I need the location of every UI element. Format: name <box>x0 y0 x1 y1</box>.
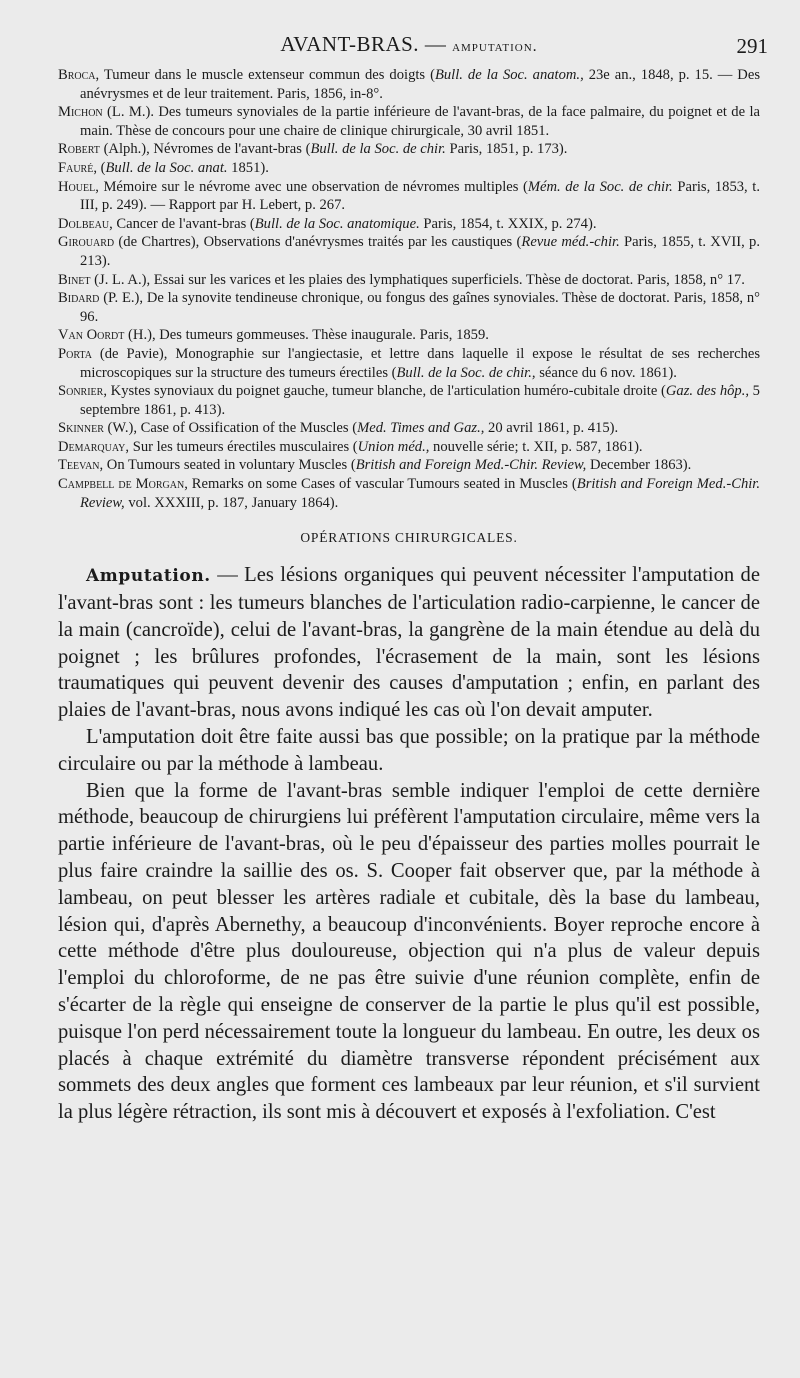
bibliography-source: Bull. de la Soc. anat. <box>105 159 228 176</box>
header-subtitle: amputation. <box>452 38 538 55</box>
bibliography-text: ( <box>97 159 106 176</box>
bibliography-entry <box>58 233 760 270</box>
paragraph-text: L'amputation doit être faite aussi bas que possible; on la pratique par la méthode circulaire ou par la méthode à lambeau. <box>58 726 760 775</box>
bibliography-details: Paris, 1854, t. XXIX, p. 274). <box>419 215 597 232</box>
bibliography-author: Broca, <box>58 67 100 83</box>
paragraph-text: — Les lésions organiques qui peuvent nécessiter l'amputation de l'avant-bras sont : les tumeurs blanches de l'articulation radio-carpienne, le cancer de la main (cancroïde), celui de l'avant-bras, la gangrène de la main étendue au delà du poignet ; les brûlures profondes, l'écrasement de la main, sont les lésions traumatiques qui peuvent devenir des causes d'amputation ; enfin, en parlant des plaies de l'avant-bras, nous avons indiqué les cas où l'on devait amputer. <box>58 564 760 722</box>
bibliography-source: Union méd., <box>357 438 430 455</box>
bibliography-source: Mém. de la Soc. de chir. <box>527 178 673 195</box>
bibliography-entry <box>58 456 760 475</box>
header-separator: — <box>424 32 447 56</box>
bibliography-text: (Alph.), Névromes de l'avant-bras ( <box>99 141 311 158</box>
bibliography-details: Paris, 1855, t. XVII, p. 213). <box>80 234 760 269</box>
bibliography-entry <box>58 419 760 438</box>
bibliography-details: 1851). <box>227 159 269 176</box>
bibliography-entry <box>58 140 760 159</box>
body-paragraph <box>58 562 760 724</box>
bibliography-details: Paris, 1853, t. III, p. 249). — Rapport par H. Lebert, p. 267. <box>80 178 760 214</box>
bibliography-details: 23e an., 1848, p. 15. — Des anévrysmes et de leur traitement. Paris, 1856, in-8°. <box>80 67 760 102</box>
bibliography-author: Demarquay, <box>58 438 130 455</box>
running-header <box>58 30 768 64</box>
paragraph-lead-word: Amputation. <box>86 566 211 587</box>
bibliography-source: Bull. de la Soc. anatomique. <box>254 215 420 232</box>
bibliography-text: Mémoire sur le névrome avec une observation de névromes multiples ( <box>98 178 528 195</box>
page-number: 291 <box>736 34 768 58</box>
bibliography-text: (J. L. A.), Essai sur les varices et les plaies des lymphatiques superficiels. Thèse de doctorat. Paris, 1858, n° 17. <box>90 271 745 288</box>
header-title: AVANT-BRAS. <box>280 32 420 56</box>
bibliography-text: Remarks on some Cases of vascular Tumours seated in Muscles ( <box>187 476 577 493</box>
bibliography-entry <box>58 289 760 326</box>
bibliography-details: vol. XXXIII, p. 187, January 1864). <box>124 494 339 511</box>
bibliography-source: Bull. de la Soc. anatom., <box>434 67 584 83</box>
bibliography-entry <box>58 66 760 103</box>
bibliography-details: nouvelle série; t. XII, p. 587, 1861). <box>429 438 643 455</box>
bibliography-text: Kystes synoviaux du poignet gauche, tumeur blanche, de l'articulation huméro-cubitale droite ( <box>107 383 666 400</box>
bibliography-entry <box>58 271 760 290</box>
bibliography-details: séance du 6 nov. 1861). <box>535 364 677 381</box>
bibliography-author: Fauré, <box>58 159 97 176</box>
bibliography-details: 5 septembre 1861, p. 413). <box>80 383 760 418</box>
bibliography-text: (P. E.), De la synovite tendineuse chronique, ou fongus des gaînes synoviales. Thèse de doctorat. Paris, 1858, n° 96. <box>80 290 760 325</box>
bibliography-author: Teevan, <box>58 457 104 474</box>
bibliography-author: Skinner <box>58 420 104 437</box>
bibliography-entry <box>58 103 760 140</box>
bibliography-text: Sur les tumeurs érectiles musculaires ( <box>129 438 358 455</box>
bibliography-entry <box>58 438 760 457</box>
bibliography-author: Sonrier, <box>58 383 107 400</box>
bibliography <box>58 66 760 512</box>
bibliography-entry <box>58 326 760 345</box>
bibliography-author: Robert <box>58 141 100 158</box>
bibliography-text: (H.), Des tumeurs gommeuses. Thèse inaugurale. Paris, 1859. <box>124 327 489 344</box>
bibliography-text: (W.), Case of Ossification of the Muscles ( <box>103 420 358 437</box>
bibliography-author: Van Oordt <box>58 327 125 344</box>
bibliography-entry <box>58 159 760 178</box>
bibliography-source: Med. Times and Gaz., <box>357 420 485 437</box>
bibliography-text: Cancer de l'avant-bras ( <box>112 215 255 232</box>
bibliography-entry <box>58 215 760 234</box>
bibliography-entry <box>58 345 760 382</box>
bibliography-author: Houel, <box>58 178 99 195</box>
bibliography-author: Binet <box>58 271 91 288</box>
paragraph-text: Bien que la forme de l'avant-bras semble indiquer l'emploi de cette dernière méthode, beaucoup de chirurgiens lui préfèrent l'amputation circulaire, même vers la partie inférieure de l'avant-bras, où le peu d'épaisseur des parties molles pourrait le plus faire craindre la saillie des os. S. Cooper fait observer que, par la méthode à lambeau, on peut blesser les artères radiale et cubitale, dès la base du lambeau, lésion qui, d'après Abernethy, a beaucoup d'inconvénients. Boyer reproche encore à cette méthode d'être plus douloureuse, objection qui n'a plus de valeur depuis l'emploi du chloroforme, de ne pas être suivie d'une réunion complète, enfin de s'écarter de la règle qui enseigne de conserver de la partie le plus qu'il est possible, puisque l'on perd nécessairement toute la longueur du lambeau. En outre, les deux os placés à chaque extrémité du diamètre transverse répondent précisément aux sommets des deux angles que forment ces lambeaux par leur réunion, et s'il survient la plus légère rétraction, ils sont mis à découvert et exposés à l'exfoliation. C'est <box>58 779 760 1124</box>
bibliography-text: (de Chartres), Observations d'anévrysmes traités par les caustiques ( <box>114 234 522 251</box>
bibliography-author: Michon <box>58 104 103 121</box>
bibliography-text: (de Pavie), Monographie sur l'angiectasie, et lettre dans laquelle il expose le résultat de ses recherches microscopiques sur la structure des tumeurs érectiles ( <box>80 345 760 381</box>
section-heading: OPÉRATIONS CHIRURGICALES. <box>300 530 518 546</box>
bibliography-author: Dolbeau, <box>58 215 113 232</box>
bibliography-details: Paris, 1851, p. 173). <box>445 141 568 158</box>
bibliography-text: Tumeur dans le muscle extenseur commun des doigts ( <box>99 67 435 83</box>
bibliography-author: Girouard <box>58 234 115 251</box>
bibliography-source: British and Foreign Med.-Chir. Review, <box>355 457 587 474</box>
bibliography-source: Gaz. des hôp., <box>665 383 750 400</box>
bibliography-text: On Tumours seated in voluntary Muscles ( <box>103 457 356 474</box>
bibliography-source: British and Foreign Med.-Chir. Review, <box>80 476 761 511</box>
bibliography-author: Campbell de Morgan, <box>58 476 188 493</box>
body-paragraph <box>58 724 760 778</box>
body-text <box>58 562 760 1126</box>
running-title <box>58 32 760 57</box>
bibliography-source: Bull. de la Soc. de chir. <box>310 141 446 158</box>
bibliography-entry <box>58 475 760 512</box>
bibliography-source: Revue méd.-chir. <box>521 234 620 251</box>
bibliography-entry <box>58 382 760 419</box>
bibliography-text: (L. M.). Des tumeurs synoviales de la partie inférieure de l'avant-bras, de la face palmaire, du poignet et de la main. Thèse de concours pour une chaire de clinique chirurgicale, 30 avril 1851. <box>80 104 760 139</box>
bibliography-details: 20 avril 1861, p. 415). <box>484 420 619 437</box>
bibliography-source: Bull. de la Soc. de chir., <box>396 364 536 381</box>
body-paragraph <box>58 778 760 1126</box>
bibliography-entry <box>58 178 760 215</box>
bibliography-author: Bidard <box>58 290 100 307</box>
bibliography-details: December 1863). <box>586 457 692 474</box>
bibliography-author: Porta <box>58 345 92 362</box>
